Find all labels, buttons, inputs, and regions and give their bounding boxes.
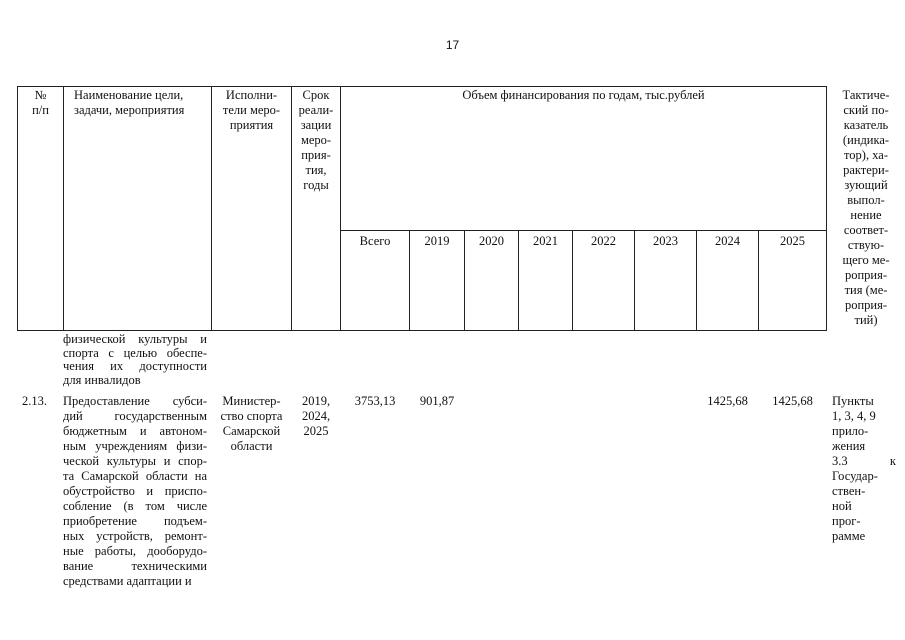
header-funding: Объем финансирования по годам, тыс.рублей <box>462 88 705 102</box>
header-num: № п/п <box>32 88 49 117</box>
row-number: 2.13. <box>22 394 47 408</box>
header-term: Срок реали- зации меро- прия- тия, годы <box>298 88 334 192</box>
header-name: Наименование цели, задачи, мероприятия <box>74 88 185 117</box>
row-2024: 1425,68 <box>707 394 748 408</box>
header-year-2025: 2025 <box>780 234 805 248</box>
page-number: 17 <box>445 38 460 52</box>
row-name: Предоставление субси- дий государственным бюджетным и автоном- ным учреждениям физи- ческой культуры и спор- та Самарской области на обустройство и приспо- собление (в том числе приобретение подъем- ных устройств, ремонт- ные работы, дооборудо- вание техническими средствами адаптации и <box>63 394 207 588</box>
header-year-2020: 2020 <box>479 234 504 248</box>
header-year-2022: 2022 <box>591 234 616 248</box>
header-year-2024: 2024 <box>715 234 740 248</box>
row-total: 3753,13 <box>354 394 396 408</box>
row-indicator: Пункты 1, 3, 4, 9 прило- жения 3.3 к Государ- ствен- ной прог- рамме <box>832 394 896 543</box>
row-2019: 901,87 <box>419 394 455 408</box>
row-executor: Министер- ство спорта Самарской области <box>220 394 283 453</box>
row-2025: 1425,68 <box>772 394 813 408</box>
header-executor: Исполни- тели меро- приятия <box>222 88 281 132</box>
continuation-text: физической культуры и спорта с целью обеспе- чения их доступности для инвалидов <box>63 332 207 387</box>
header-indicator: Тактиче- ский по- казатель (индика- тор), ха- рактери- зующий выпол- нение соответ- ствую- щего ме- роприя- тия (ме- роприя- тий) <box>842 88 890 327</box>
row-term: 2019, 2024, 2025 <box>301 394 331 438</box>
header-year-total: Всего <box>359 234 391 248</box>
header-year-2023: 2023 <box>653 234 678 248</box>
header-year-2021: 2021 <box>533 234 558 248</box>
header-year-2019: 2019 <box>424 234 450 248</box>
